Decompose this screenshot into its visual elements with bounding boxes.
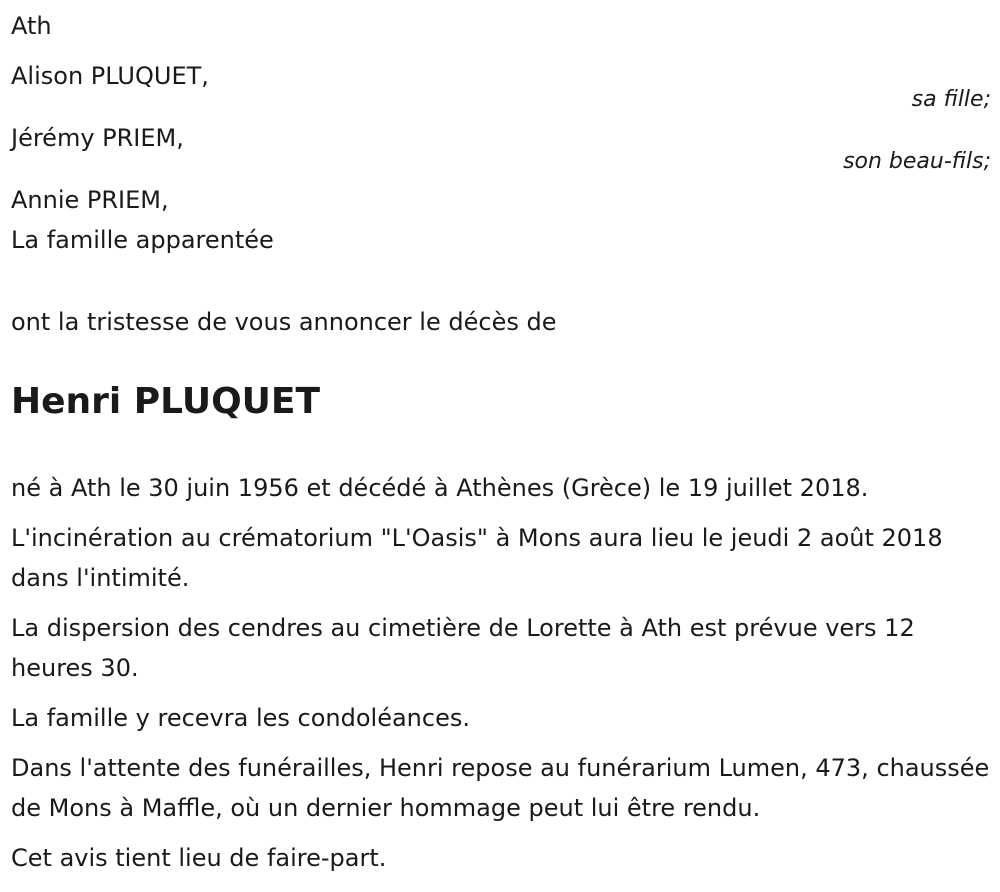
city-name: Ath — [11, 12, 52, 40]
ashes-paragraph: La dispersion des cendres au cimetière de Lorette à Ath est prévue vers 12 heures 30. — [11, 614, 915, 682]
family-member-relation: son beau-fils; — [843, 149, 991, 174]
birth-death-paragraph: né à Ath le 30 juin 1956 et décédé à Athènes (Grèce) le 19 juillet 2018. — [11, 474, 869, 502]
closing-paragraph: Cet avis tient lieu de faire-part. — [11, 844, 387, 872]
funerarium-paragraph: Dans l'attente des funérailles, Henri repose au funérarium Lumen, 473, chaussée de Mons à Maffle, où un dernier hommage peut lui être rendu. — [11, 754, 990, 822]
notice-body — [11, 468, 991, 888]
family-member-name: Jérémy PRIEM, — [11, 124, 184, 152]
cremation-paragraph: L'incinération au crématorium "L'Oasis" à Mons aura lieu le jeudi 2 août 2018 dans l'intimité. — [11, 524, 943, 592]
condolences-paragraph: La famille y recevra les condoléances. — [11, 704, 470, 732]
announcement-text: ont la tristesse de vous annoncer le décès de — [11, 308, 557, 336]
family-member-name: La famille apparentée — [11, 226, 274, 254]
deceased-name: Henri PLUQUET — [11, 381, 321, 422]
family-member-name: Alison PLUQUET, — [11, 62, 209, 90]
family-member-name: Annie PRIEM, — [11, 186, 169, 214]
family-member-relation: sa fille; — [911, 87, 991, 112]
